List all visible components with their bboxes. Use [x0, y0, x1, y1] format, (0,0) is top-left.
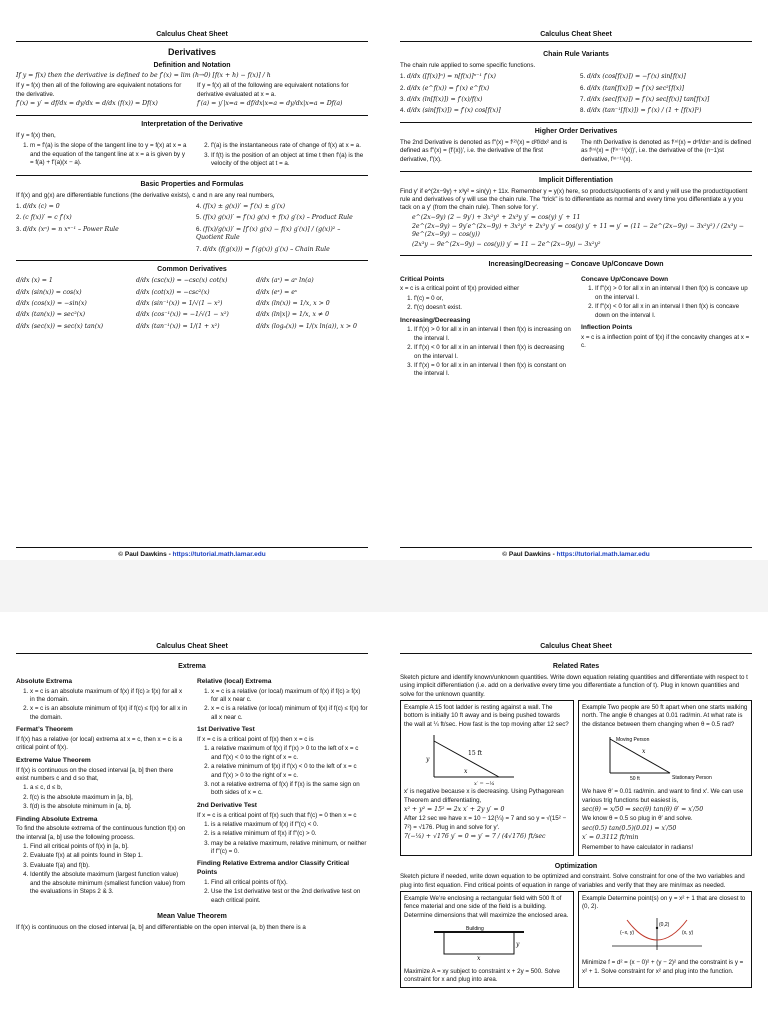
- chain-item: 7. d/dx (sec[f(x)]) = f′(x) sec[f(x)] tan[f(x)]: [580, 95, 710, 103]
- common-derivative: d/dx (ln(x)) = 1/x, x > 0: [256, 300, 330, 308]
- first-test-item: 3. not a relative extrema of f(x) if f′(x) is the same sign on both sides of x = c.: [211, 781, 368, 798]
- ladder-example: [400, 700, 574, 856]
- find-item: 1. Find all critical points of f(x) in [a, b].: [30, 843, 187, 851]
- distance-label: 50 ft: [630, 776, 640, 783]
- common-derivative: d/dx (cos(x)) = −sin(x): [16, 300, 87, 308]
- evt-item: 2. f(c) is the absolute maximum in [a, b],: [30, 794, 187, 802]
- critical-points-text: x = c is a critical point of f(x) provided either: [400, 285, 520, 293]
- chain-item: 4. d/dx (sin[f(x)]) = f′(x) cos[f(x)]: [400, 107, 501, 115]
- prop-item: 7. d/dx (f(g(x))) = f′(g(x)) g′(x) – Chain Rule: [196, 245, 330, 253]
- chain-rule-title: Chain Rule Variants: [543, 51, 609, 59]
- common-derivative: d/dx (cos⁻¹(x)) = −1/√(1 − x²): [136, 311, 229, 319]
- closest-point-text: Example Determine point(s) on y = x² + 1 that are closest to (0, 2).: [582, 895, 746, 911]
- mvt-text: If f(x) is continuous on the closed interval [a, b] and differentiable on the open interval (a, b) then there is a: [16, 923, 306, 931]
- evt-text: If f(x) is continuous on the closed interval [a, b] then there exist numbers c and d so that,: [16, 766, 174, 783]
- evt-item: 1. a ≤ c, d ≤ b,: [30, 784, 187, 792]
- prop-item: 1. d/dx (c) = 0: [16, 203, 60, 211]
- common-derivative: d/dx (tan(x)) = sec²(x): [16, 311, 85, 319]
- prop-item: 5. (f(x) g(x))′ = f′(x) g(x) + f(x) g′(x) – Product Rule: [196, 214, 353, 222]
- find-item: 3. Evaluate f(a) and f(b).: [30, 862, 187, 870]
- fermat-text: If f(x) has a relative (or local) extrema at x = c, then x = c is a critical point of f(x).: [16, 736, 183, 752]
- second-test-text: If x = c is a critical point of f(x) such that f′(c) = 0 then x = c: [197, 811, 357, 819]
- walker-solution: x′ = 0.3112 ft/min: [582, 834, 639, 842]
- chain-item: 3. d/dx (ln[f(x)]) = f′(x)/f(x): [400, 95, 483, 103]
- chain-rule-intro: The chain rule applied to some specific functions.: [400, 61, 536, 69]
- common-derivative: d/dx (sin(x)) = cos(x): [16, 288, 82, 296]
- implicit-title: Implicit Differentiation: [539, 177, 613, 185]
- prop-item: 2. (c f(x))′ = c f′(x): [16, 214, 72, 222]
- evt-item: 3. f(d) is the absolute minimum in [a, b].: [30, 803, 187, 811]
- common-derivative: d/dx (x) = 1: [16, 277, 53, 285]
- optimization-text: Sketch picture if needed, write down equation to be optimized and constraint. Solve constraint for one of the two variables and plug into first equation. Find critical points of equation in range of variables and verify that they are min/max as needed.: [400, 873, 745, 889]
- walker-example-text: Example Two people are 50 ft apart when one starts walking north. The angle θ changes at 0.01 rad/min. At what rate is the distance between them changing when θ = 0.5 rad?: [582, 703, 748, 728]
- fermat-title: Fermat’s Theorem: [16, 726, 73, 734]
- page-header: Calculus Cheat Sheet: [16, 0, 368, 42]
- ladder-solution: x′ is negative because x is decreasing. Using Pythagorean Theorem and differentiating,: [404, 788, 564, 804]
- parabola-diagram: [582, 916, 732, 952]
- walker-diagram: [582, 733, 732, 781]
- second-derivative-test-title: 2nd Derivative Test: [197, 801, 257, 809]
- second-test-item: 3. may be a relative maximum, relative minimum, or neither if f″(c) = 0.: [211, 840, 368, 857]
- left-point-label: (−x, y): [620, 929, 635, 936]
- fence-solution: Maximize A = xy subject to constraint x + 2y = 500. Solve constraint for x and plug into area.: [404, 967, 560, 983]
- first-test-item: 1. a relative maximum of f(x) if f′(x) > 0 to the left of x = c and f′(x) < 0 to the right of x = c.: [211, 745, 368, 762]
- fence-y-label: y: [516, 941, 520, 949]
- concave-item: 1. If f″(x) > 0 for all x in an interval I then f(x) is concave up on the interval I.: [595, 285, 752, 302]
- page-derivatives: [0, 0, 384, 560]
- higher-order-nth: The nth Derivative is denoted as f⁽ⁿ⁾(x) = dⁿf/dxⁿ and is defined as f⁽ⁿ⁾(x) = (f⁽ⁿ⁻¹⁾(x))′, i.e. the derivative of the (n−1)st derivative, f⁽ⁿ⁻¹⁾(x).: [581, 139, 751, 163]
- ladder-example-text: Example A 15 foot ladder is resting against a wall. The bottom is initially 10 ft away and is being pushed towards the wall at ¼ ft/sec. How fast is the top moving after 12 sec?: [404, 703, 569, 728]
- point-label: (0,2): [659, 921, 670, 928]
- chain-item: 1. d/dx ([f(x)]ⁿ) = n[f(x)]ⁿ⁻¹ f′(x): [400, 73, 496, 81]
- abs-item: 1. x = c is an absolute maximum of f(x) if f(c) ≥ f(x) for all x in the domain.: [30, 688, 187, 705]
- chain-item: 6. d/dx (tan[f(x)]) = f′(x) sec²[f(x)]: [580, 84, 685, 92]
- page-header: Calculus Cheat Sheet: [400, 612, 752, 654]
- common-derivative: d/dx (cot(x)) = −csc²(x): [136, 288, 210, 296]
- walker-x-label: x: [642, 748, 646, 756]
- relative-extrema-title: Relative (local) Extrema: [197, 677, 272, 685]
- walker-solution: We have θ′ = 0.01 rad/min. and want to find x′. We can use various trig functions but easiest is,: [582, 788, 744, 804]
- page-related-rates: [384, 612, 768, 1024]
- footer-link[interactable]: https://tutorial.math.lamar.edu: [172, 551, 266, 558]
- ladder-solution: x² + y² = 15² ⇒ 2x x′ + 2y y′ = 0: [404, 806, 505, 814]
- rel-item: 1. x = c is a relative (or local) maximum of f(x) if f(c) ≥ f(x) for all x near c.: [211, 688, 368, 705]
- critical-item: 1. f′(c) = 0 or,: [414, 295, 571, 303]
- first-test-item: 2. a relative minimum of f(x) if f′(x) < 0 to the left of x = c and f′(x) > 0 to the right of x = c.: [211, 763, 368, 780]
- incdec-item: 1. If f′(x) > 0 for all x in an interval I then f(x) is increasing on the interval I.: [414, 326, 571, 343]
- page-chain-rule: [384, 0, 768, 560]
- critical-item: 2. f′(c) doesn’t exist.: [414, 304, 571, 312]
- footer-link[interactable]: https://tutorial.math.lamar.edu: [556, 551, 650, 558]
- prop-item: 4. (f(x) ± g(x))′ = f′(x) ± g′(x): [196, 203, 286, 211]
- find-abs-text: To find the absolute extrema of the continuous function f(x) on the interval [a, b] use the following process.: [16, 825, 186, 841]
- ladder-label: 15 ft: [468, 750, 483, 758]
- fence-x-label: x: [477, 955, 481, 963]
- prop-item: 6. (f(x)/g(x))′ = [f′(x) g(x) − f(x) g′(x)] / (g(x))² – Quotient Rule: [196, 225, 341, 242]
- closest-point-example: [578, 891, 752, 988]
- common-derivative: d/dx (logₐ(x)) = 1/(x ln(a)), x > 0: [256, 322, 357, 330]
- prop-item: 3. d/dx (xⁿ) = n xⁿ⁻¹ – Power Rule: [16, 225, 119, 233]
- common-derivative: d/dx (eˣ) = eˣ: [256, 288, 298, 296]
- ladder-solution: 7(−¼) + √176 y′ = 0 ⇒ y′ = 7 / (4√176) ft/sec: [404, 833, 546, 841]
- optimization-title: Optimization: [554, 862, 598, 870]
- common-derivative: d/dx (csc(x)) = −csc(x) cot(x): [136, 277, 228, 285]
- chain-item: 5. d/dx (cos[f(x)]) = −f′(x) sin[f(x)]: [580, 73, 686, 81]
- derivative-definition: If y = f(x) then the derivative is defined to be f′(x) = lim (h→0) [f(x + h) − f(x)] / h: [16, 72, 271, 80]
- page-header: Calculus Cheat Sheet: [16, 612, 368, 654]
- interpretation-intro: If y = f(x) then,: [16, 131, 56, 139]
- find-item: 2. Evaluate f(x) at all points found in Step 1.: [30, 852, 187, 860]
- abs-item: 2. x = c is an absolute minimum of f(x) if f(c) ≤ f(x) for all x in the domain.: [30, 705, 187, 722]
- find-abs-title: Finding Absolute Extrema: [16, 815, 98, 823]
- walker-solution: We know θ = 0.5 so plug in θ′ and solve.: [582, 815, 693, 823]
- rel-item: 2. x = c is a relative (or local) minimum of f(x) if f(c) ≤ f(x) for all x near c.: [211, 705, 368, 722]
- higher-order-second: The 2nd Derivative is denoted as f″(x) = f⁽²⁾(x) = d²f/dx² and is defined as f″(x) = (f′(x))′, i.e. the derivative of the first derivative, f′(x).: [400, 139, 568, 163]
- derivatives-title: Derivatives: [167, 47, 217, 58]
- ladder-solution: After 12 sec we have x = 10 − 12(¼) = 7 and so y = √(15² − 7²) = √176. Plug in and solve for y′.: [404, 815, 567, 831]
- fence-example-text: Example We’re enclosing a rectangular field with 500 ft of fence material and one side of the field is a building. Determine dimensions that will maximize the enclosed area.: [404, 895, 569, 919]
- chain-item: 2. d/dx (e^f(x)) = f′(x) e^f(x): [400, 84, 490, 92]
- interp-item: 2. f′(a) is the instantaneous rate of change of f(x) at x = a.: [211, 142, 368, 150]
- second-test-item: 2. is a relative minimum of f(x) if f″(c) > 0.: [211, 830, 368, 838]
- page-header: Calculus Cheat Sheet: [400, 0, 752, 42]
- implicit-step: e^(2x−9y) (2 − 9y′) + 3x²y² + 2x³y y′ = cos(y) y′ + 11: [412, 213, 581, 221]
- mvt-title: Mean Value Theorem: [157, 913, 227, 921]
- building-label: Building: [466, 926, 484, 933]
- fence-diagram: [404, 924, 554, 963]
- implicit-text: Find y′ if e^(2x−9y) + x³y² = sin(y) + 11x. Remember y = y(x) here, so products/quotients of x and y will use the product/quotient rule and derivatives of y will use the chain rule. The “trick” is to differentiate as normal and every time you differentiate a y you tack on a y′ (from the chain rule). Then solve for y′.: [400, 187, 748, 212]
- notation-left-eq: f′(x) = y′ = df/dx = dy/dx = d/dx (f(x)) = Df(x): [16, 100, 158, 108]
- stationary-person-label: Stationary Person: [672, 775, 712, 782]
- incdec-item: 3. If f′(x) = 0 for all x in an interval I then f(x) is constant on the interval I.: [414, 362, 571, 379]
- interpretation-title: Interpretation of the Derivative: [141, 121, 243, 129]
- properties-title: Basic Properties and Formulas: [140, 181, 244, 189]
- find-item: 4. Identify the absolute maximum (largest function value) and the absolute minimum (smallest function value) from the evaluations in Steps 2 & 3.: [30, 871, 187, 896]
- notation-right-eq: f′(a) = y′|x=a = df/dx|x=a = dy/dx|x=a = Df(a): [197, 100, 343, 108]
- notation-right-text: If y = f(x) all of the following are equivalent notations for derivative evaluated at x = a.: [197, 82, 349, 98]
- moving-person-label: Moving Person: [616, 737, 650, 744]
- properties-intro: If f(x) and g(x) are differentiable functions (the derivative exists), c and n are any real numbers,: [16, 191, 275, 199]
- evt-title: Extreme Value Theorem: [16, 756, 91, 764]
- right-point-label: (x, y): [682, 929, 694, 936]
- walker-solution: sec(0.5) tan(0.5)(0.01) = x′/50: [582, 824, 677, 832]
- second-test-item: 1. is a relative maximum of f(x) if f″(c) < 0.: [211, 821, 368, 829]
- inflection-title: Inflection Points: [581, 323, 633, 331]
- page-footer: © Paul Dawkins - https://tutorial.math.lamar.edu: [400, 547, 752, 560]
- classify-item: 1. Find all critical points of f(x).: [211, 879, 368, 887]
- related-rates-text: Sketch picture and identify known/unknown quantities. Write down equation relating quantities and differentiate with respect to t using implicit differentiation (i.e. add on a derivative every time you differentiate a function of t). Plug in known quantities and solve for the unknown quantity.: [400, 673, 748, 698]
- walker-solution: sec(θ) = x/50 ⇒ sec(θ) tan(θ) θ′ = x′/50: [582, 806, 704, 814]
- ladder-x-label: x: [464, 768, 468, 776]
- common-derivative: d/dx (tan⁻¹(x)) = 1/(1 + x²): [136, 322, 220, 330]
- first-derivative-test-title: 1st Derivative Test: [197, 726, 255, 734]
- common-derivative: d/dx (ln|x|) = 1/x, x ≠ 0: [256, 311, 330, 319]
- closest-point-solution: Minimize f = d² = (x − 0)² + (y − 2)² and the constraint is y = x² + 1. Solve constraint for x² and plug into the function.: [582, 959, 744, 975]
- definition-subtitle: Definition and Notation: [153, 61, 231, 69]
- fence-example: [400, 891, 574, 988]
- implicit-step: 2e^(2x−9y) − 9y′e^(2x−9y) + 3x²y² + 2x³y y′ = cos(y) y′ + 11 ⇒ y′ = (11 − 2e^(2x−9y) − 3x²y²) / (2x³y − 9e^(2x−9y) − cos(y)): [412, 223, 744, 239]
- critical-points-title: Critical Points: [400, 275, 445, 283]
- common-derivative: d/dx (sin⁻¹(x)) = 1/√(1 − x²): [136, 300, 223, 308]
- walker-solution: Remember to have calculator in radians!: [582, 843, 694, 851]
- classify-title: Finding Relative Extrema and/or Classify Critical Points: [197, 860, 350, 877]
- classify-item: 2. Use the 1st derivative test or the 2nd derivative test on each critical point.: [211, 888, 368, 905]
- common-derivative: d/dx (aˣ) = aˣ ln(a): [256, 277, 314, 285]
- ladder-rate-label: x′ = −¼: [474, 781, 495, 788]
- ladder-y-label: y: [426, 756, 430, 764]
- first-test-text: If x = c is a critical point of f(x) then x = c is: [197, 736, 314, 744]
- concave-item: 2. If f″(x) < 0 for all x in an interval I then f(x) is concave down on the interval I.: [595, 303, 752, 320]
- incdec-title: Increasing/Decreasing – Concave Up/Concave Down: [488, 261, 664, 269]
- ladder-diagram: [404, 733, 554, 788]
- incdec-subtitle: Increasing/Decreasing: [400, 316, 471, 324]
- page-extrema: [0, 612, 384, 1024]
- extrema-title: Extrema: [178, 663, 206, 671]
- interp-item: 1. m = f′(a) is the slope of the tangent line to y = f(x) at x = a and the equation of the tangent line at x = a is given by y = f(a) + f′(a)(x − a).: [30, 142, 187, 167]
- common-derivative: d/dx (sec(x)) = sec(x) tan(x): [16, 322, 104, 330]
- concavity-title: Concave Up/Concave Down: [581, 275, 669, 283]
- interp-item: 3. If f(t) is the position of an object at time t then f′(a) is the velocity of the object at t = a.: [211, 152, 368, 169]
- incdec-item: 2. If f′(x) < 0 for all x in an interval I then f(x) is decreasing on the interval I.: [414, 344, 571, 361]
- higher-order-title: Higher Order Derivatives: [534, 127, 618, 135]
- walker-example: [578, 700, 752, 856]
- related-rates-title: Related Rates: [552, 663, 600, 671]
- inflection-text: x = c is a inflection point of f(x) if the concavity changes at x = c.: [581, 333, 750, 350]
- chain-item: 8. d/dx (tan⁻¹[f(x)]) = f′(x) / (1 + [f(x)]²): [580, 107, 702, 115]
- notation-left-text: If y = f(x) then all of the following are equivalent notations for the derivative.: [16, 82, 182, 98]
- page-footer: © Paul Dawkins - https://tutorial.math.lamar.edu: [16, 547, 368, 560]
- common-derivatives-title: Common Derivatives: [157, 265, 227, 273]
- absolute-extrema-title: Absolute Extrema: [16, 677, 73, 685]
- implicit-step: (2x³y − 9e^(2x−9y) − cos(y)) y′ = 11 − 2e^(2x−9y) − 3x²y²: [412, 240, 601, 248]
